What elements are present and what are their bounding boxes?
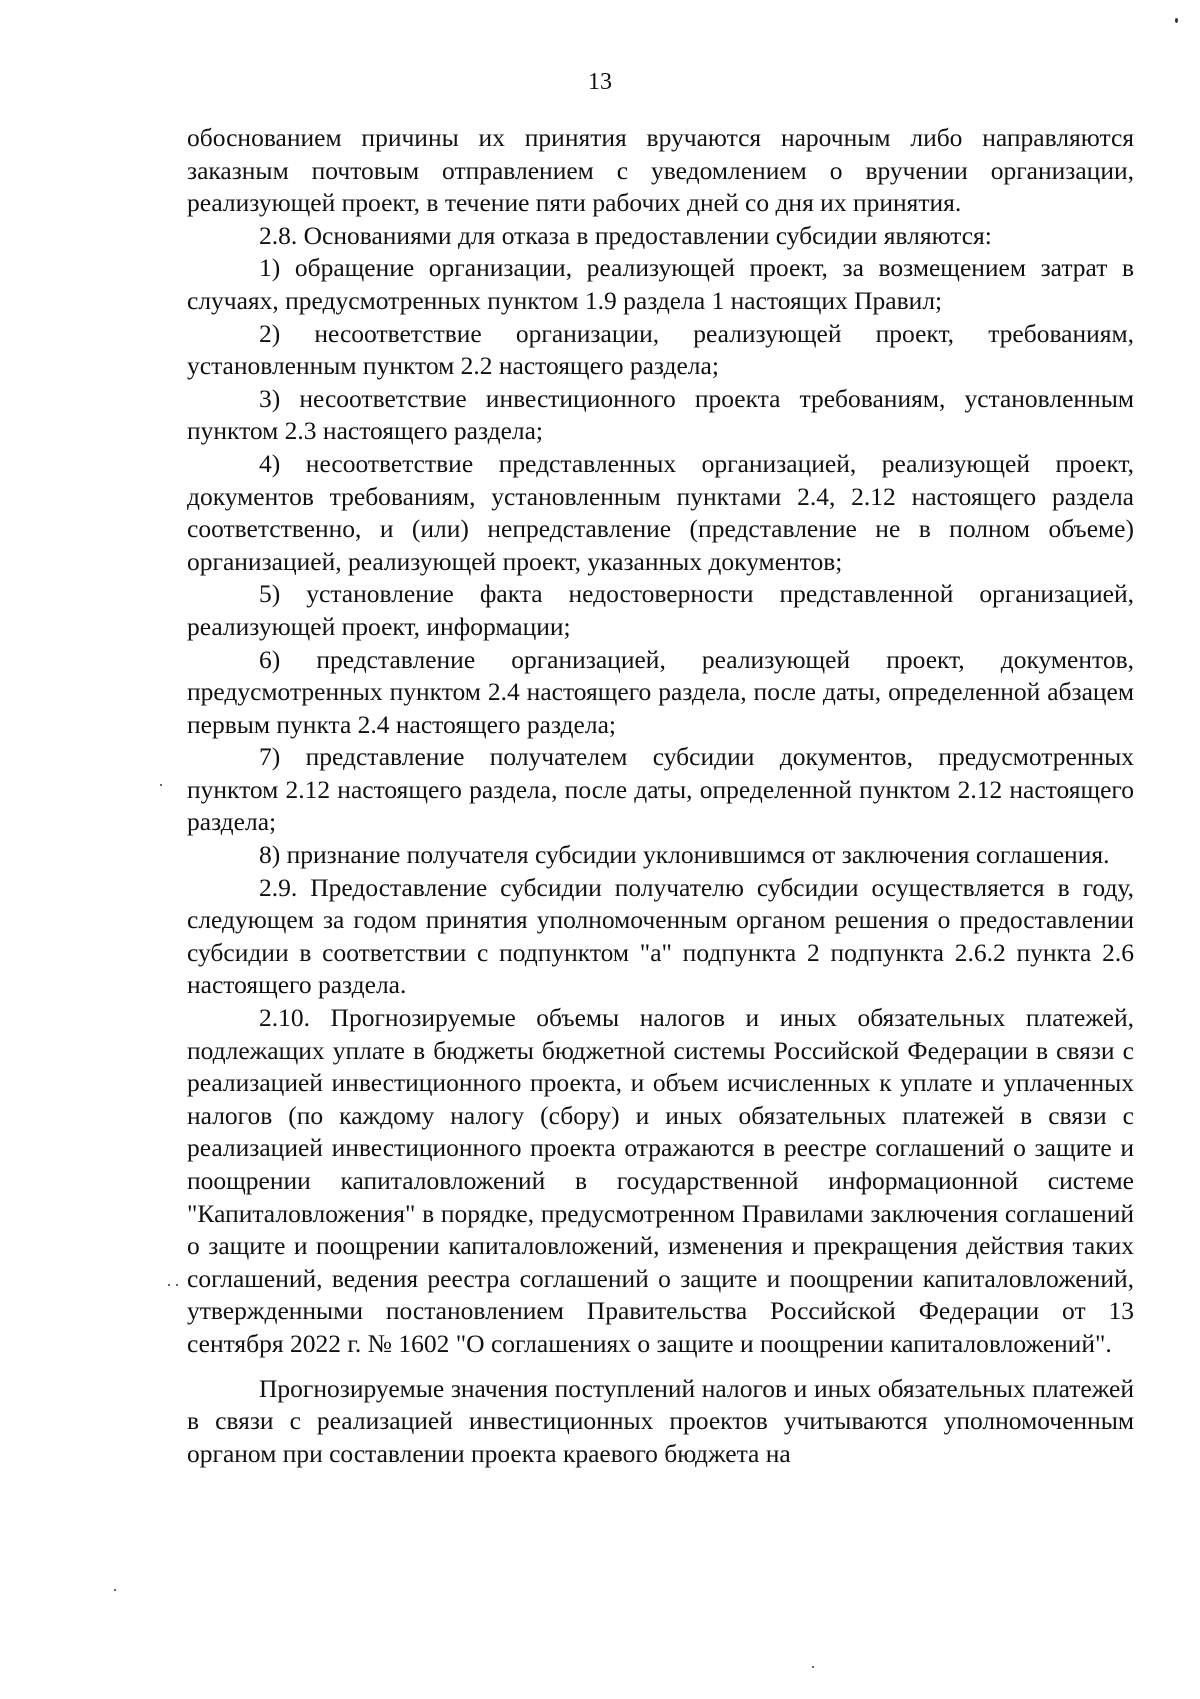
paragraph-continuation: обоснованием причины их принятия вручаются нарочным либо направляются заказным почтовым отправлением с уведомлением о вручении организации, реализующей проект, в течение пяти рабочих дней со дня их принятия. bbox=[187, 123, 1134, 218]
document-body bbox=[187, 122, 1134, 1470]
scan-speck bbox=[812, 1666, 814, 1668]
scan-speck bbox=[114, 1589, 116, 1591]
page-number: 13 bbox=[588, 69, 612, 95]
list-item-5: 5) установление факта недостоверности представленной организацией, реализующей проект, информации; bbox=[187, 579, 1134, 641]
paragraph-2-8: 2.8. Основаниями для отказа в предоставлении субсидии являются: bbox=[259, 220, 992, 250]
list-item-2: 2) несоответствие организации, реализующей проект, требованиям, установленным пунктом 2.2 настоящего раздела; bbox=[187, 318, 1134, 381]
list-item-4: 4) несоответствие представленных организацией, реализующей проект, документов требованиям, установленным пунктами 2.4, 2.12 настоящего раздела соответственно, и (или) непредставление (представление не в полном объеме) организацией, реализующей проект, указанных документов; bbox=[187, 448, 1134, 576]
scan-speck bbox=[176, 1284, 178, 1286]
list-item-3: 3) несоответствие инвестиционного проекта требованиям, установленным пунктом 2.3 настоящего раздела; bbox=[187, 383, 1134, 446]
scan-speck bbox=[168, 1284, 170, 1286]
list-item-1: 1) обращение организации, реализующей проект, за возмещением затрат в случаях, предусмотренных пунктом 1.9 раздела 1 настоящих Правил; bbox=[187, 253, 1134, 315]
list-item-8: 8) признание получателя субсидии уклонившимся от заключения соглашения. bbox=[259, 840, 1110, 870]
paragraph-2-10: 2.10. Прогнозируемые объемы налогов и иных обязательных платежей, подлежащих уплате в бюджеты бюджетной системы Российской Федерации в связи с реализацией инвестиционного проекта, и объем исчисленных к уплате и уплаченных налогов (по каждому налогу (сбору) и иных обязательных платежей в связи с реализацией инвестиционного проекта отражаются в реестре соглашений о защите и поощрении капиталовложений в государственной информационной системе "Капиталовложения" в порядке, предусмотренном Правилами заключения соглашений о защите и поощрении капиталовложений, изменения и прекращения действия таких соглашений, ведения реестра соглашений о защите и поощрении капиталовложений, утвержденными постановлением Правительства Российской Федерации от 13 сентября 2022 г. № 1602 "О соглашениях о защите и поощрении капиталовложений". bbox=[187, 1003, 1134, 1358]
paragraph-2-9: 2.9. Предоставление субсидии получателю субсидии осуществляется в году, следующем за годом принятия уполномоченным органом решения о предоставлении субсидии в соответствии с подпунктом "а" подпункта 2 подпункта 2.6.2 пункта 2.6 настоящего раздела. bbox=[187, 872, 1134, 1000]
paragraph-forecast: Прогнозируемые значения поступлений налогов и иных обязательных платежей в связи с реализацией инвестиционных проектов учитываются уполномоченным органом при составлении проекта краевого бюджета на bbox=[187, 1373, 1134, 1468]
list-item-6: 6) представление организацией, реализующей проект, документов, предусмотренных пунктом 2.4 настоящего раздела, после даты, определенной абзацем первым пункта 2.4 настоящего раздела; bbox=[187, 644, 1134, 739]
list-item-7: 7) представление получателем субсидии документов, предусмотренных пунктом 2.12 настоящего раздела, после даты, определенной пунктом 2.12 настоящего раздела; bbox=[187, 742, 1134, 837]
scan-speck bbox=[160, 784, 162, 786]
scan-speck bbox=[1175, 18, 1178, 23]
